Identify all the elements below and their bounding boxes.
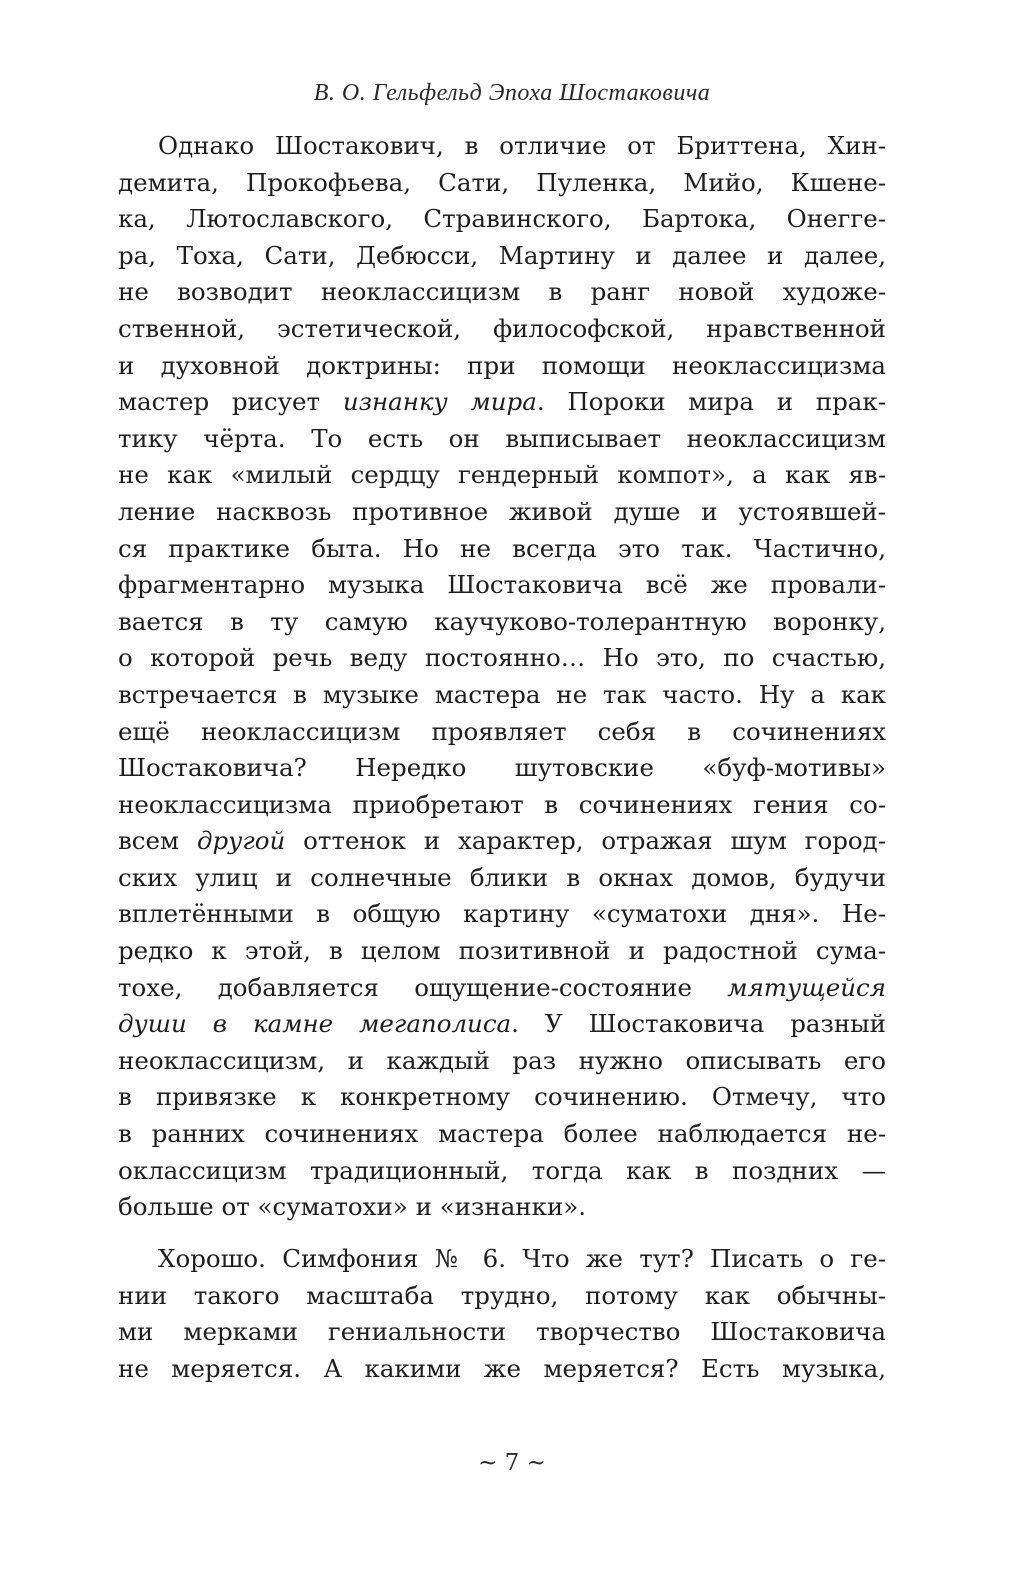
paragraph-2	[118, 1241, 886, 1387]
text-line: Хорошо. Симфония № 6. Что же тут? Писать о ге-	[158, 1244, 886, 1273]
text-line: ских улиц и солнечные блики в окнах домов, будучи	[118, 862, 886, 892]
text-line: Однако Шостакович, в отличие от Бриттена, Хин-	[158, 131, 886, 160]
text-line: вплетёнными в общую картину «суматохи дня». Не-	[118, 899, 886, 929]
text-line: тохе, добавляется ощущение-состояние мятущейся	[118, 972, 886, 1002]
text-line: ра, Тоха, Сати, Дебюсси, Мартину и далее и далее,	[118, 240, 886, 270]
text-line: фрагментарно музыка Шостаковича всё же провали-	[118, 570, 886, 600]
text-line: встречается в музыке мастера не так часто. Ну а как	[118, 679, 886, 709]
text-line: мастер рисует изнанку мира. Пороки мира и прак-	[118, 387, 886, 417]
text-line: ми мерками гениальности творчество Шостаковича	[118, 1317, 886, 1347]
paragraph-1	[118, 128, 886, 1226]
text-line: всем другой оттенок и характер, отражая шум город-	[118, 826, 887, 856]
text-line: не возводит неоклассицизм в ранг новой художе-	[118, 277, 886, 307]
text-line: нии такого масштаба трудно, потому как обычны-	[118, 1280, 886, 1310]
italic-phrase: другой	[196, 826, 286, 856]
italic-phrase: мятущейся	[727, 972, 886, 1002]
italic-phrase: души в камне мегаполиса	[118, 1009, 512, 1039]
text-line: не меряется. А какими же меряется? Есть музыка,	[118, 1353, 886, 1383]
text-line: ся практике быта. Но не всегда это так. Частично,	[118, 533, 886, 563]
text-line: в ранних сочинениях мастера более наблюдается не-	[118, 1119, 886, 1149]
text-line: ственной, эстетической, философской, нравственной	[118, 313, 886, 343]
text-line: ка, Лютославского, Стравинского, Бартока, Онегге-	[118, 204, 886, 234]
text-line: демита, Прокофьева, Сати, Пуленка, Мийо, Кшене-	[118, 167, 886, 197]
text-line: оклассицизм традиционный, тогда как в поздних —	[118, 1155, 886, 1185]
text-line: ление насквозь противное живой душе и устоявшей-	[118, 496, 886, 526]
text-line: в привязке к конкретному сочинению. Отмечу, что	[118, 1082, 886, 1112]
text-line: неоклассицизма приобретают в сочинениях гения со-	[118, 789, 886, 819]
text-line: не как «милый сердцу гендерный компот», а как яв-	[118, 460, 886, 490]
text-line: ещё неоклассицизм проявляет себя в сочинениях	[118, 716, 886, 746]
text-line: души в камне мегаполиса. У Шостаковича разный	[118, 1009, 887, 1039]
text-line: редко к этой, в целом позитивной и радостной сума-	[118, 936, 886, 966]
running-header: В. О. Гельфельд Эпоха Шостаковича	[313, 80, 711, 106]
text-line: больше от «суматохи» и «изнанки».	[118, 1192, 587, 1222]
text-line: неоклассицизм, и каждый раз нужно описывать его	[118, 1045, 886, 1075]
page-number: ~ 7 ~	[478, 1450, 546, 1476]
text-line: вается в ту самую каучуково-толерантную воронку,	[118, 606, 886, 636]
text-line: о которой речь веду постоянно… Но это, по счастью,	[118, 643, 886, 673]
text-line: Шостаковича? Нередко шутовские «буф-мотивы»	[118, 753, 886, 783]
text-line: и духовной доктрины: при помощи неоклассицизма	[118, 350, 886, 380]
text-line: тику чёрта. То есть он выписывает неоклассицизм	[118, 423, 886, 453]
italic-phrase: изнанку мира	[342, 387, 537, 417]
